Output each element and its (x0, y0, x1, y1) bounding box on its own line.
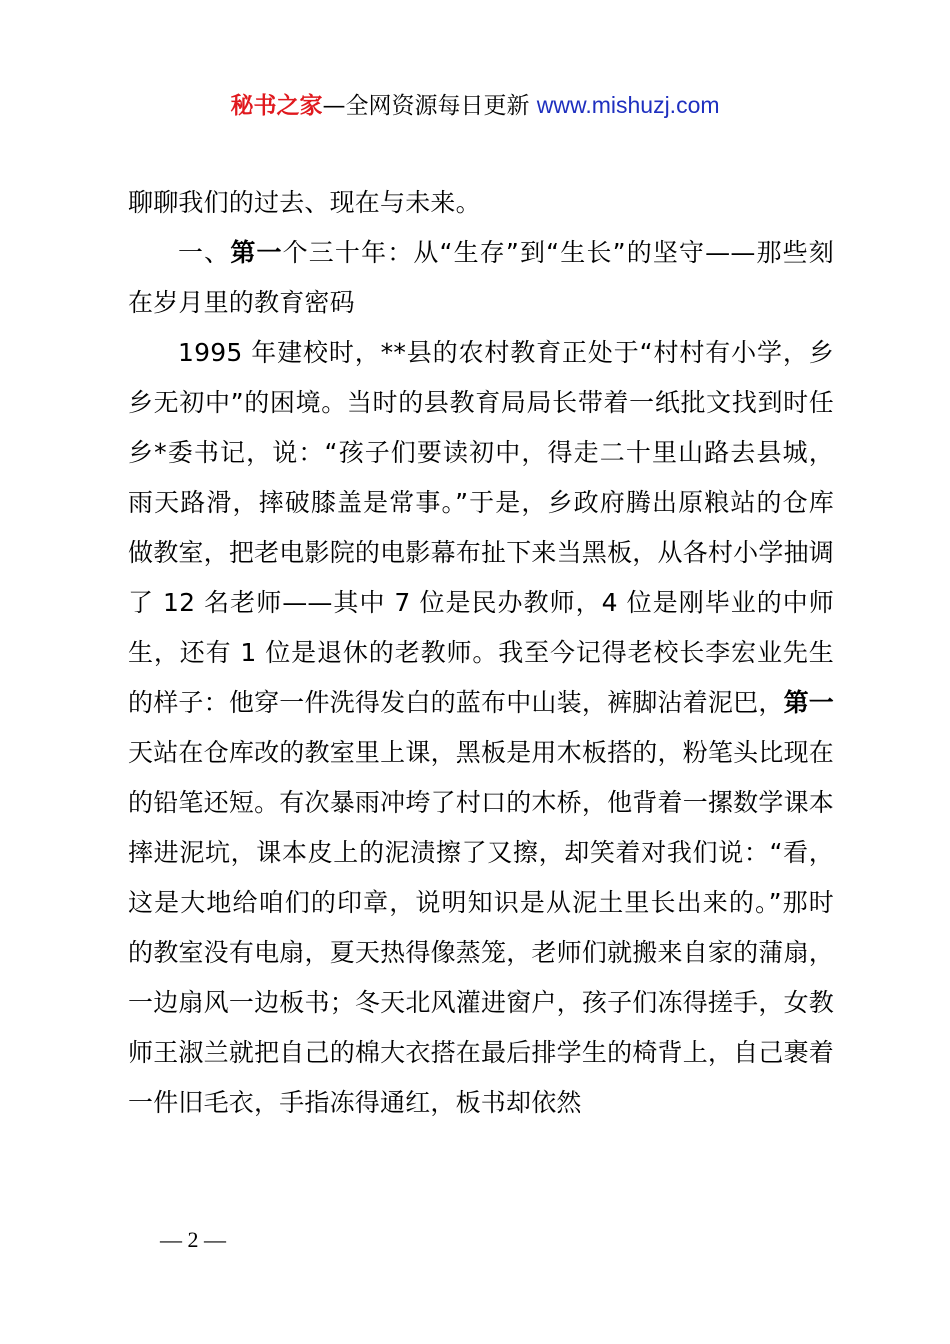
section-heading-rest: 个三十年：从“生存”到“生长”的坚守——那些刻在岁月里的教育密码 (128, 238, 834, 317)
paragraph-history-part1: 1995 年建校时，**县的农村教育正处于“村村有小学，乡乡无初中”的困境。当时的县教育局局长带着一纸批文找到时任乡*委书记，说：“孩子们要读初中，得走二十里山路去县城，雨天路滑，摔破膝盖是常事。”于是，乡政府腾出原粮站的仓库做教室，把老电影院的电影幕布扯下来当黑板，从各村小学抽调了 12 名老师——其中 7 位是民办教师，4 位是刚毕业的中师生，还有 1 位是退休的老教师。我至今记得老校长李宏业先生的样子：他穿一件洗得发白的蓝布中山装，裤脚沾着泥巴， (128, 338, 834, 717)
paragraph-history (128, 328, 834, 1128)
paragraph-intro-end: 聊聊我们的过去、现在与未来。 (128, 188, 481, 217)
site-brand: 秘书之家 (230, 93, 323, 119)
page-number: — 2 — (160, 1227, 226, 1252)
paragraph-history-bold: 第一 (783, 688, 835, 717)
document-body (128, 178, 834, 1128)
site-url-link[interactable]: www.mishuzj.com (536, 92, 720, 118)
paragraph-history-part2: 天站在仓库改的教室里上课，黑板是用木板搭的，粉笔头比现在的铅笔还短。有次暴雨冲垮了村口的木桥，他背着一摞数学课本摔进泥坑，课本皮上的泥渍擦了又擦，却笑着对我们说：“看，这是大地给咱们的印章，说明知识是从泥土里长出来的。”那时的教室没有电扇，夏天热得像蒸笼，老师们就搬来自家的蒲扇，一边扇风一边板书；冬天北风灌进窗户，孩子们冻得搓手，女教师王淑兰就把自己的棉大衣搭在最后排学生的椅背上，自己裹着一件旧毛衣，手指冻得通红，板书却依然 (128, 738, 834, 1117)
site-header (0, 88, 950, 123)
section-heading-prefix: 一、 (178, 238, 231, 267)
section-heading-bold: 第一 (230, 238, 283, 267)
section-heading (128, 228, 834, 328)
site-tagline: —全网资源每日更新 (322, 93, 530, 119)
